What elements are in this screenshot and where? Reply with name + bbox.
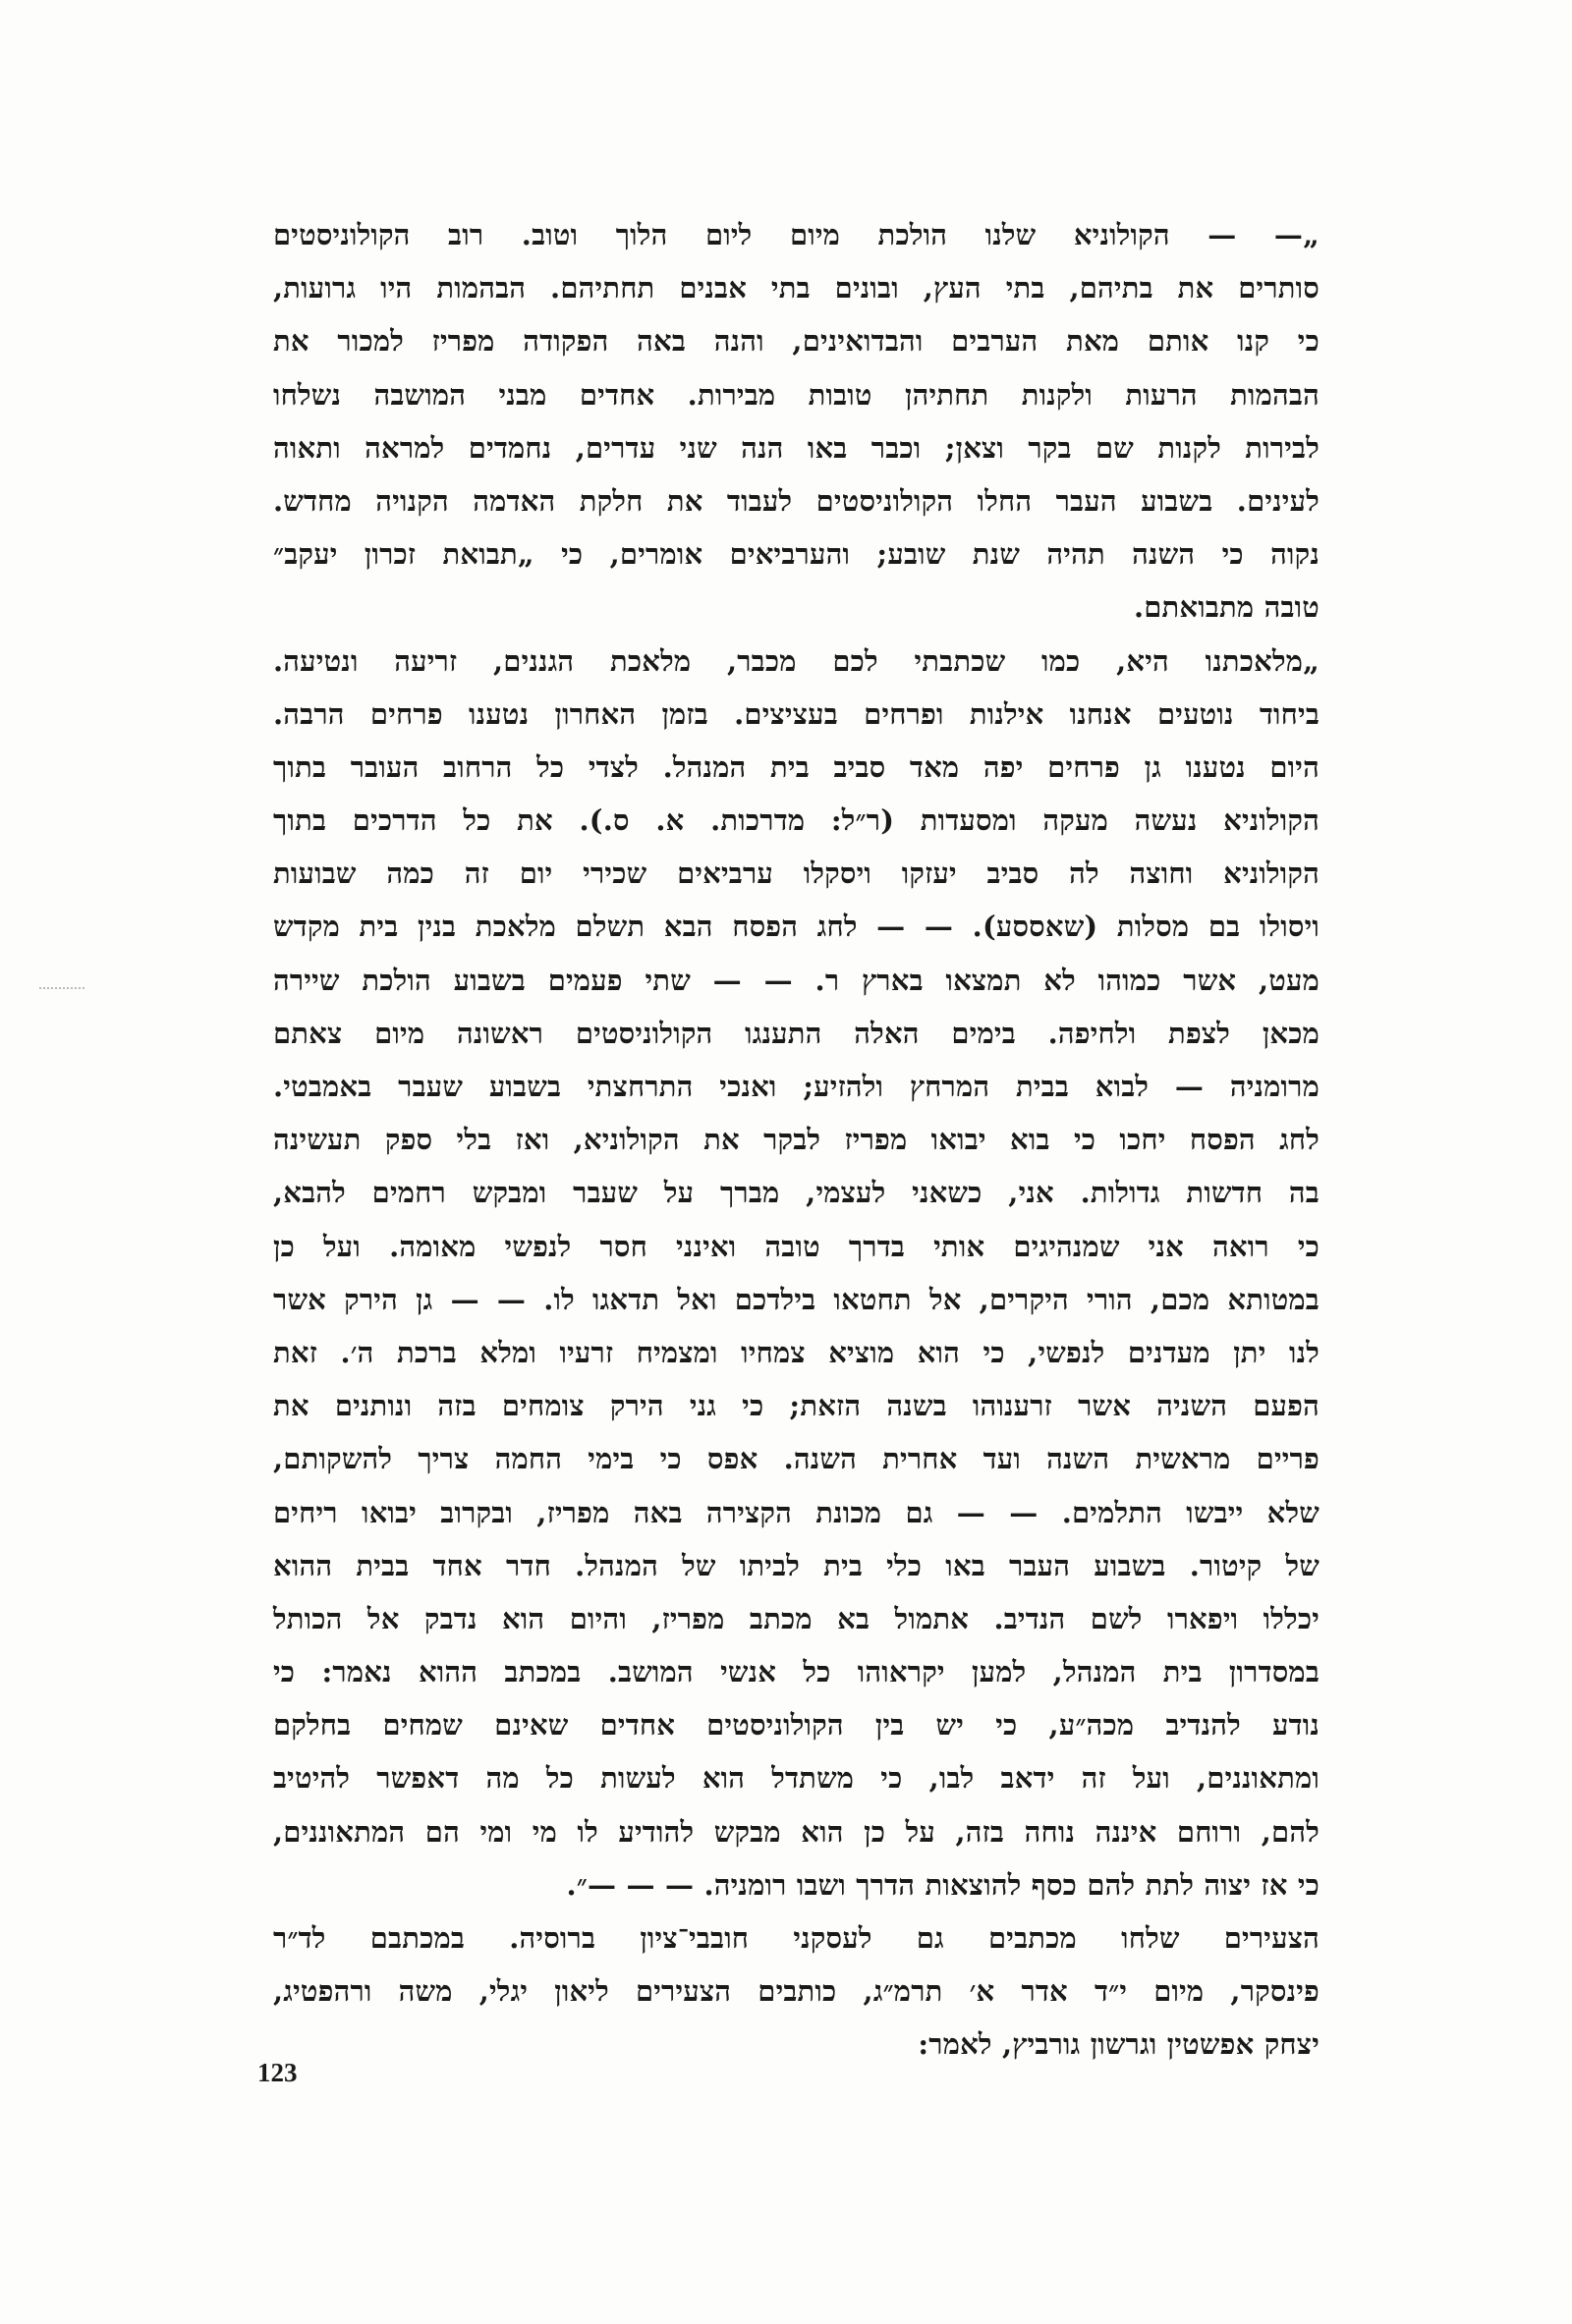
text-line: כי קנו אותם מאת הערבים והבדואינים, והנה באה הפקודה מפריז למכור את bbox=[273, 324, 1319, 359]
text-line: יצחק אפשטין וגרשון גורביץ, לאמר: bbox=[918, 2027, 1319, 2062]
text-line: לבירות לקנות שם בקר וצאן; וכבר באו הנה שני עדרים, נחמדים למראה ותאוה bbox=[273, 430, 1319, 465]
text-line: מרומניה — לבוא בבית המרחץ ולהזיע; ואנכי התרחצתי בשבוע שעבר באמבטי. bbox=[273, 1070, 1319, 1103]
text-line: להם, ורוחם איננה נוחה בזה, על כן הוא מבקש להודיע לו מי ומי הם המתאוננים, bbox=[273, 1814, 1319, 1849]
text-line: יכללו ויפארו לשם הנדיב. אתמול בא מכתב מפריז, והיום הוא נדבק אל הכותל bbox=[273, 1601, 1319, 1635]
text-line: שלא ייבשו התלמים. — — גם מכונת הקצירה באה מפריז, ובקרוב יבואו ריחים bbox=[273, 1495, 1319, 1529]
text-line: פינסקר, מיום י״ד אדר א׳ תרמ״ג, כותבים הצעירים ליאון יגלי, משה ורהפטיג, bbox=[273, 1974, 1319, 2009]
text-line: סותרים את בתיהם, בתי העץ, ובונים בתי אבנים תחתיהם. הבהמות היו גרועות, bbox=[273, 271, 1319, 305]
text-line: ביחוד נוטעים אנחנו אילנות ופרחים בעציצים. בזמן האחרון נטענו פרחים הרבה. bbox=[273, 696, 1319, 731]
text-line: במטותא מכם, הורי היקרים, אל תחטאו בילדכם ואל תדאגו לו. — — גן הירק אשר bbox=[273, 1282, 1319, 1316]
text-line: ויסולו בם מסלות (שאססע). — — לחג הפסח הבא תשלם מלאכת בנין בית מקדש bbox=[273, 910, 1319, 944]
text-line: „— — הקולוניא שלנו הולכת מיום ליום הלוך וטוב. רוב הקולוניסטים bbox=[273, 218, 1319, 251]
text-line: לנו יתן מעדנים לנפשי, כי הוא מוציא צמחיו ומצמיח זרעיו ומלא ברכת ה׳. זאת bbox=[273, 1335, 1319, 1369]
body-text bbox=[273, 208, 1319, 2072]
text-line: הפעם השניה אשר זרענוהו בשנה הזאת; כי גני הירק צומחים בזה ונותנים את bbox=[273, 1389, 1319, 1423]
text-line: במסדרון בית המנהל, למען יקראוהו כל אנשי המושב. במכתב ההוא נאמר: כי bbox=[273, 1655, 1319, 1689]
text-line: נקוה כי השנה תהיה שנת שובע; והערביאים אומרים, כי „תבואת זכרון יעקב״ bbox=[273, 537, 1319, 572]
text-line: של קיטור. בשבוע העבר באו כלי בית לביתו של המנהל. חדר אחד בבית ההוא bbox=[273, 1548, 1319, 1582]
text-line: הקולוניא וחוצה לה סביב יעזקו ויסקלו ערביאים שכירי יום זה כמה שבועות bbox=[273, 857, 1319, 891]
paragraph-gardening-work bbox=[273, 635, 1319, 1912]
text-line: לעינים. בשבוע העבר החלו הקולוניסטים לעבוד את חלקת האדמה הקנויה מחדש. bbox=[273, 483, 1319, 518]
text-line: טובה מתבואתם. bbox=[1133, 590, 1319, 625]
text-line: בה חדשות גדולות. אני, כשאני לעצמי, מברך על שעבר ומבקש רחמים להבא, bbox=[273, 1176, 1319, 1210]
text-line: הקולוניא נעשה מעקה ומסעדות (ר״ל: מדרכות. א. ס.). את כל הדרכים בתוך bbox=[273, 803, 1319, 838]
text-line: הצעירים שלחו מכתבים גם לעסקני חובבי־ציון ברוסיה. במכתבם לד״ר bbox=[273, 1921, 1319, 1955]
text-line: מעט, אשר כמוהו לא תמצאו בארץ ר. — — שתי פעמים בשבוע הולכת שיירה bbox=[273, 963, 1319, 997]
text-line: כי אז יצוה לתת להם כסף להוצאות הדרך ושבו רומניה. — — —״. bbox=[566, 1867, 1319, 1902]
margin-mark bbox=[39, 987, 84, 991]
text-line: מכאן לצפת ולחיפה. בימים האלה התענגו הקולוניסטים ראשונה מיום צאתם bbox=[273, 1016, 1319, 1050]
text-line: כי רואה אני שמנהיגים אותי בדרך טובה ואינני חסר לנפשי מאומה. ועל כן bbox=[273, 1229, 1319, 1263]
text-line: היום נטענו גן פרחים יפה מאד סביב בית המנהל. לצדי כל הרחוב העובר בתוך bbox=[273, 749, 1319, 784]
text-line: פריים מראשית השנה ועד אחרית השנה. אפס כי בימי החמה צריך להשקותם, bbox=[273, 1442, 1319, 1476]
text-line: נודע להנדיב מכה״ע, כי יש בין הקולוניסטים אחדים שאינם שמחים בחלקם bbox=[273, 1708, 1319, 1743]
paragraph-colony-report bbox=[273, 208, 1319, 635]
page-number: 123 bbox=[257, 2058, 298, 2087]
paragraph-letters-to-pinsker bbox=[273, 1911, 1319, 2072]
text-line: ומתאוננים, ועל זה ידאב לבו, כי משתדל הוא לעשות כל מה דאפשר להיטיב bbox=[273, 1761, 1319, 1796]
text-line: הבהמות הרעות ולקנות תחתיהן טובות מבירות. אחדים מבני המושבה נשלחו bbox=[273, 377, 1319, 412]
text-line: „מלאכתנו היא, כמו שכתבתי לכם מכבר, מלאכת הגננים, זריעה ונטיעה. bbox=[273, 643, 1319, 678]
text-line: לחג הפסח יחכו כי בוא יבואו מפריז לבקר את הקולוניא, ואז בלי ספק תעשינה bbox=[273, 1123, 1319, 1157]
